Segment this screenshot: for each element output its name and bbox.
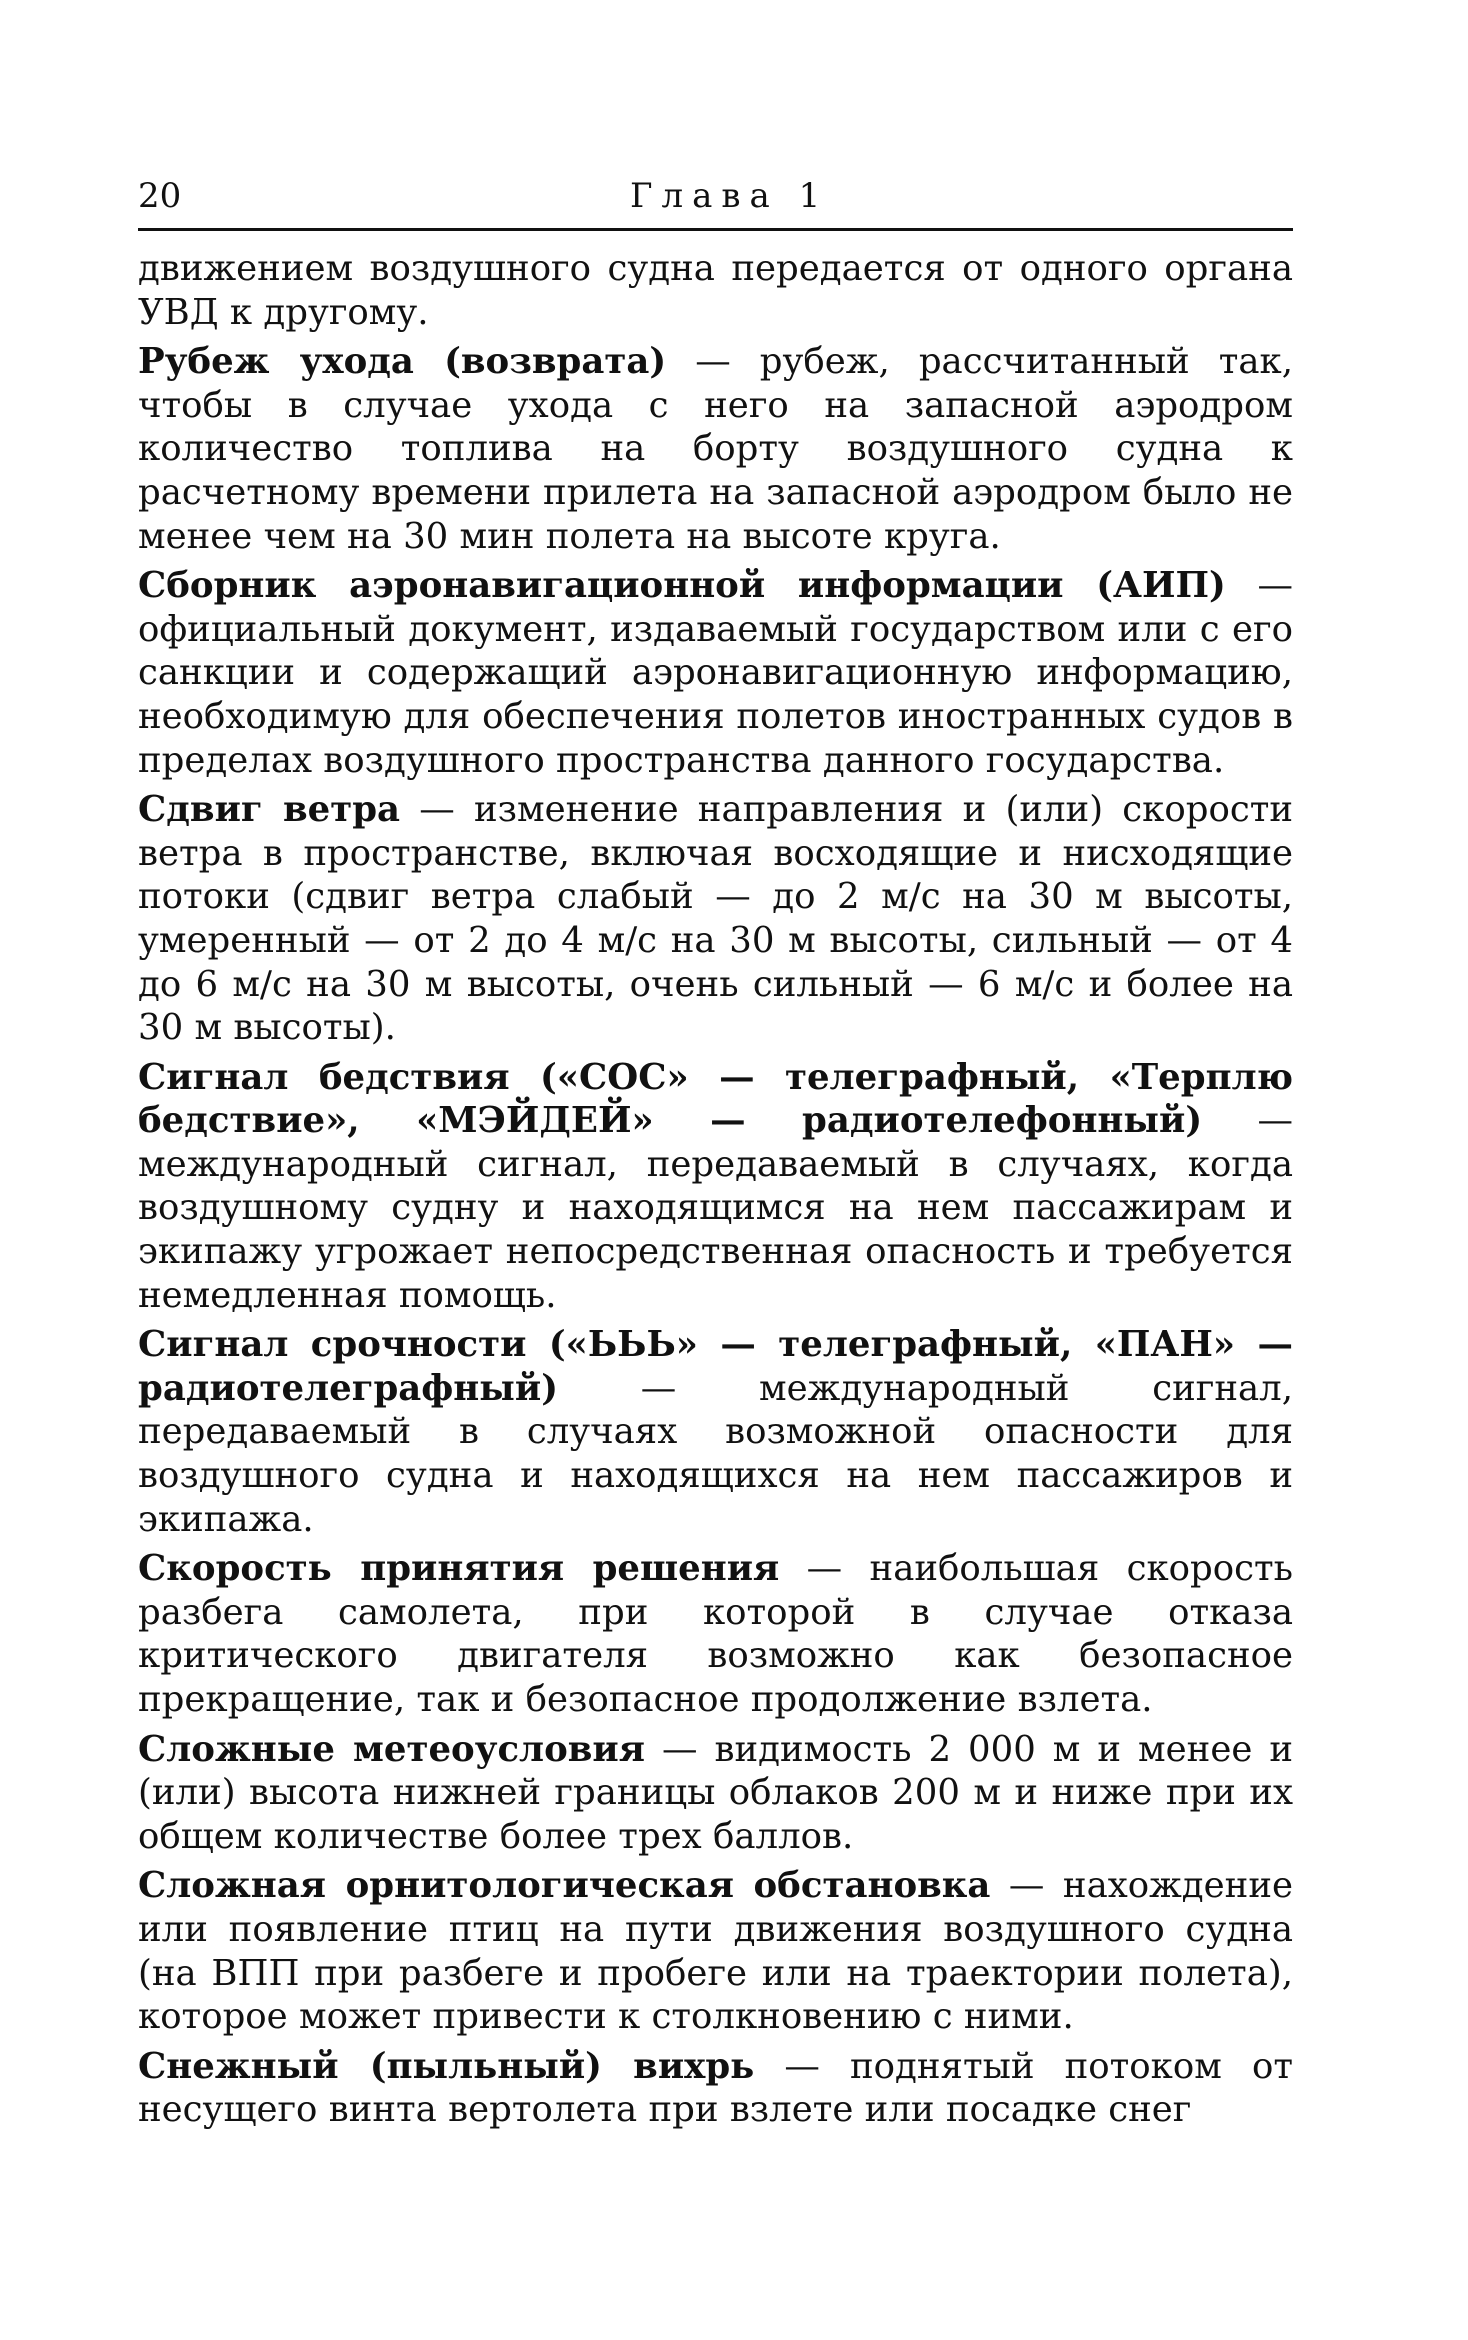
glossary-entry — [138, 1864, 1293, 2038]
entry-term: Сборник аэронавигационной информации (АИП) — [138, 565, 1226, 607]
entry-term: Снежный (пыльный) вихрь — [138, 2045, 755, 2087]
glossary-entry — [138, 1056, 1293, 1318]
glossary-entry — [138, 1323, 1293, 1541]
entry-text: — международный сигнал, передаваемый в случаях возможной опасности для воздушного судна и находящихся на нем пассажиров и экипажа. — [138, 1367, 1293, 1540]
glossary-entry — [138, 1547, 1293, 1721]
entry-term: Сложная орнитологическая обстановка — [138, 1865, 991, 1907]
chapter-title: Глава 1 — [630, 176, 830, 216]
entry-text: — международный сигнал, передаваемый в случаях, когда воздушному судну и находящимся на нем пассажирам и экипажу угрожает непосредственная опасность и требуется немедленная помощь. — [138, 1100, 1293, 1316]
entry-text: — рубеж, рассчитанный так, чтобы в случае ухода с него на запасной аэродром количество топлива на борту воздушного судна к расчетному времени прилета на запасной аэродром было не менее чем на 30 мин полета на высоте круга. — [138, 341, 1293, 557]
entry-text: — наибольшая скорость разбега самолета, при которой в случае отказа критического двигателя возможно как безопасное прекращение, так и безопасное продолжение взлета. — [138, 1548, 1293, 1720]
header-rule — [138, 228, 1293, 231]
glossary-entries — [138, 247, 1293, 2132]
entry-text: — официальный документ, издаваемый государством или с его санкции и содержащий аэронавигационную информацию, необходимую для обеспечения полетов иностранных судов в пределах воздушного пространства данного государства. — [138, 565, 1293, 781]
running-head — [138, 170, 1293, 228]
entry-text: движением воздушного судна передается от одного органа УВД к другому. — [138, 248, 1293, 333]
entry-term: Сложные метеоусловия — [138, 1728, 645, 1770]
glossary-entry — [138, 2045, 1293, 2132]
glossary-entry — [138, 1728, 1293, 1859]
entry-text: — видимость 2 000 м и менее и (или) высота нижней границы облаков 200 м и ниже при их общем количестве более трех баллов. — [138, 1728, 1293, 1857]
entry-term: Сигнал срочности («ЬЬЬ» — телеграфный, «ПАН» — радиотелеграфный) — [138, 1324, 1293, 1409]
glossary-entry — [138, 247, 1293, 334]
glossary-entry — [138, 564, 1293, 782]
page-number: 20 — [138, 176, 182, 216]
entry-term: Сигнал бедствия («СОС» — телеграфный, «Терплю бедствие», «МЭЙДЕЙ» — радиотелефонный) — [138, 1056, 1293, 1142]
entry-term: Рубеж ухода (возврата) — [138, 341, 667, 383]
glossary-entry — [138, 788, 1293, 1050]
entry-term: Сдвиг ветра — [138, 789, 401, 831]
entry-text: — нахождение или появление птиц на пути движения воздушного судна (на ВПП при разбеге и пробеге или на траектории полета), которое может привести к столкновению с ними. — [138, 1865, 1293, 2038]
entry-text: — поднятый потоком от несущего винта вертолета при взлете или посадке снег — [138, 2045, 1293, 2131]
book-page — [138, 170, 1293, 2138]
glossary-entry — [138, 340, 1293, 558]
entry-text: — изменение направления и (или) скорости ветра в пространстве, включая восходящие и нисходящие потоки (сдвиг ветра слабый — до 2 м/с на 30 м высоты, умеренный — от 2 до 4 м/с на 30 м высоты, сильный — от 4 до 6 м/с на 30 м высоты, очень сильный — 6 м/с и более на 30 м высоты). — [138, 789, 1293, 1049]
entry-term: Скорость принятия решения — [138, 1548, 780, 1590]
